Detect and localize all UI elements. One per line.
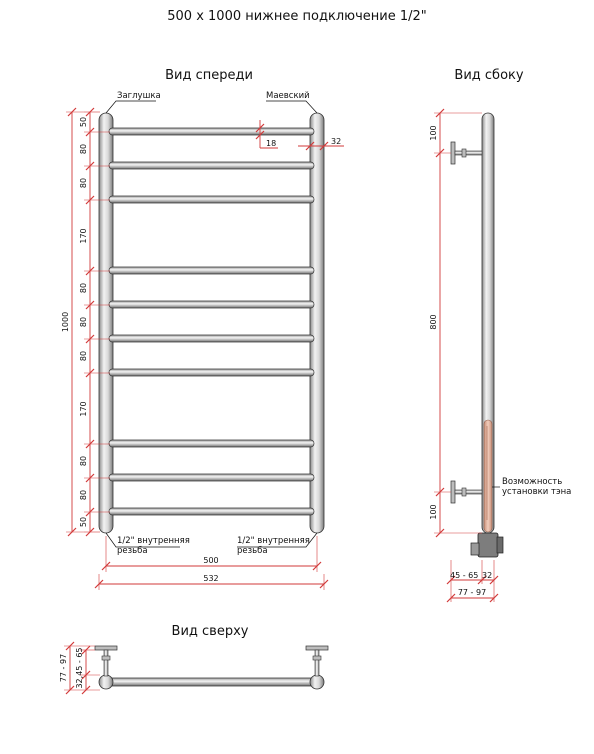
dim-side-mid: 800 [429, 314, 438, 330]
dim-width-outer: 532 [203, 574, 219, 583]
crossbar [109, 440, 314, 447]
dim-post-diameter: 32 [331, 137, 342, 146]
heater-label-1: Возможность [502, 477, 563, 487]
crossbar [109, 369, 314, 376]
drawing-title: 500 х 1000 нижнее подключение 1/2" [167, 9, 427, 24]
side-depth-dimension [447, 588, 498, 602]
crossbars [109, 128, 314, 515]
dim-seg-3: 80 [79, 177, 88, 189]
dim-seg-10: 80 [79, 489, 88, 501]
crossbar [109, 335, 314, 342]
side-lower-bracket [451, 481, 482, 503]
heating-element [484, 420, 492, 532]
side-bottom-fitting [471, 533, 503, 557]
dim-seg-4: 170 [79, 228, 88, 244]
plug-leader [106, 101, 156, 113]
dim-width-inner: 500 [203, 556, 219, 565]
dim-top-depth: 77 - 97 [59, 653, 68, 683]
mayevsky-leader [266, 101, 317, 113]
dim-seg-2: 80 [79, 143, 88, 155]
mayevsky-label: Маевский [266, 91, 310, 101]
top-rail [99, 675, 324, 689]
dim-seg-8: 170 [79, 401, 88, 417]
dim-side-top: 100 [429, 125, 438, 141]
crossbar [109, 267, 314, 274]
dim-seg-9: 80 [79, 455, 88, 467]
plug-label: Заглушка [117, 91, 161, 101]
thread-left-label-2: резьба [117, 546, 148, 556]
crossbar [109, 162, 314, 169]
dim-seg-7: 80 [79, 350, 88, 362]
heater-label-2: установки тэна [502, 487, 572, 497]
dim-seg-5: 80 [79, 282, 88, 294]
dim-side-depth: 77 - 97 [457, 588, 487, 597]
top-right-bracket [306, 646, 328, 676]
dim-side-bottom: 100 [429, 504, 438, 520]
side-view-heading: Вид сбоку [454, 68, 524, 83]
dim-side-offset: 45 - 65 [450, 571, 479, 580]
dim-top-offset: 32,45 - 65 [75, 647, 84, 689]
dim-seg-1: 50 [79, 116, 88, 128]
crossbar [109, 128, 314, 135]
thread-right-label-2: резьба [237, 546, 268, 556]
side-upper-bracket [451, 142, 482, 164]
dim-seg-11: 50 [79, 516, 88, 528]
dim-side-post: 32 [482, 571, 493, 580]
top-view-heading: Вид сверху [171, 624, 249, 639]
crossbar [109, 474, 314, 481]
crossbar [109, 196, 314, 203]
crossbar [109, 301, 314, 308]
dim-bar-diameter: 18 [266, 139, 277, 148]
top-offset-dimension [75, 646, 100, 694]
width-outer-dimension [95, 574, 328, 590]
side-height-dimension [429, 109, 482, 537]
thread-left-label-1: 1/2" внутренняя [117, 536, 190, 546]
thread-right-label-1: 1/2" внутренняя [237, 536, 310, 546]
crossbar [109, 508, 314, 515]
dim-total-height: 1000 [61, 311, 70, 333]
front-right-post [310, 113, 324, 533]
front-view-heading: Вид спереди [165, 68, 253, 83]
front-left-post [99, 113, 113, 533]
dim-seg-6: 80 [79, 316, 88, 328]
top-left-bracket [95, 646, 117, 676]
